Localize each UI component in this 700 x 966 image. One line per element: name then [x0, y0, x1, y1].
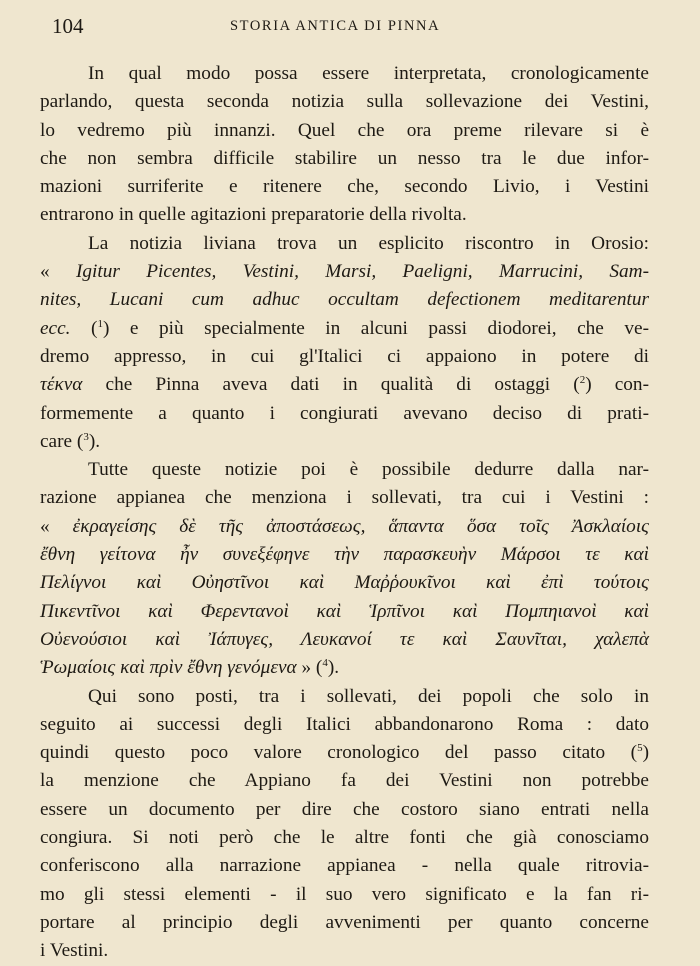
text-line	[40, 201, 649, 229]
footnote-ref: 4	[322, 657, 328, 670]
text-line	[40, 598, 649, 626]
text-line	[40, 683, 649, 711]
text-line	[40, 796, 649, 824]
text-span: mo gli stessi elementi - il suo vero significato e la fan ri-	[40, 883, 649, 905]
text-span: (	[70, 317, 98, 339]
text-span: i Vestini.	[40, 940, 109, 962]
text-line	[40, 513, 649, 541]
text-span: nites, Lucani cum adhuc occultam defectionem meditarentur	[40, 289, 649, 311]
greek-text: Πελίγνοι καὶ Οὐηστῖνοι καὶ Μαῤῥουκῖνοι καὶ ἐπὶ τούτοις	[40, 572, 649, 594]
text-span: congiura. Si noti però che le altre fonti che già conosciamo	[40, 827, 649, 849]
text-line	[40, 428, 649, 456]
text-line	[40, 824, 649, 852]
text-line	[40, 654, 649, 682]
page-header	[52, 14, 652, 42]
text-span: » (	[296, 657, 323, 679]
text-line	[40, 626, 649, 654]
text-line	[40, 88, 649, 116]
text-span: ecc.	[40, 317, 71, 339]
running-title: STORIA ANTICA DI PINNA	[230, 18, 441, 34]
footnote-ref: 2	[579, 374, 586, 387]
text-span: ).	[327, 657, 340, 679]
text-span: che non sembra difficile stabilire un nesso tra le due infor-	[40, 147, 649, 169]
text-span: «	[40, 515, 73, 537]
text-span: Qui sono posti, tra i sollevati, dei popoli che solo in	[88, 685, 649, 707]
greek-text: Οὐενούσιοι καὶ Ἰάπυγες, Λευκανοί τε καὶ Σαυνῖται, χαλεπὰ	[40, 628, 649, 650]
text-span: «	[40, 261, 76, 283]
text-span: In qual modo possa essere interpretata, cronologicamente	[88, 63, 649, 84]
text-span: ) con-	[585, 374, 649, 396]
page-number: 104	[52, 14, 84, 38]
greek-text: Πικεντῖνοι καὶ Φερεντανοὶ καὶ Ἱρπῖνοι καὶ Πομπηιανοὶ καὶ	[40, 600, 649, 622]
text-span: razione appianea che menziona i sollevati, tra cui i Vestini :	[40, 487, 649, 509]
text-span: che Pinna aveva dati in qualità di ostaggi (	[82, 374, 580, 396]
text-span: mazioni surriferite e ritenere che, secondo Livio, i Vestini	[40, 176, 649, 198]
text-line	[40, 60, 649, 88]
text-line	[40, 767, 649, 795]
text-span: portare al principio degli avvenimenti per quanto concerne	[40, 911, 649, 933]
text-line	[40, 739, 649, 767]
footnote-ref: 1	[97, 317, 103, 330]
text-line	[40, 711, 649, 739]
text-span: ) e più specialmente in alcuni passi diodorei, che ve-	[102, 317, 650, 339]
text-span: Igitur Picentes, Vestini, Marsi, Paeligni, Marrucini, Sam-	[75, 261, 649, 283]
text-span: La notizia liviana trova un esplicito riscontro in Orosio:	[88, 232, 649, 254]
greek-text: ἐκραγείσης δὲ τῆς ἀποστάσεως, ἅπαντα ὅσα τοῖς Ἀσκλαίοις	[72, 515, 649, 537]
text-line	[40, 400, 649, 428]
text-line	[40, 230, 649, 258]
text-line	[40, 909, 649, 937]
text-line	[40, 173, 649, 201]
body-text	[40, 60, 649, 966]
greek-text: τέκνα	[40, 374, 83, 396]
text-span: dremo appresso, in cui gl'Italici ci appaiono in potere di	[40, 345, 649, 367]
text-line	[40, 569, 649, 597]
text-span: quindi questo poco valore cronologico del passo citato (	[40, 742, 638, 764]
text-span: ).	[88, 430, 101, 452]
text-line	[40, 541, 649, 569]
text-span: seguito ai successi degli Italici abbandonarono Roma : dato	[40, 713, 649, 735]
text-span: parlando, questa seconda notizia sulla sollevazione dei Vestini,	[40, 91, 649, 113]
text-span: lo vedremo più innanzi. Quel che ora preme rilevare si è	[40, 119, 649, 141]
greek-text: Ῥωμαίοις καὶ πρὶν ἔθνη γενόμενα	[40, 657, 297, 679]
text-line	[40, 881, 649, 909]
footnote-ref: 5	[637, 742, 643, 755]
text-span: la menzione che Appiano fa dei Vestini non potrebbe	[40, 770, 649, 792]
text-span: essere un documento per dire che costoro siano entrati nella	[40, 798, 649, 820]
text-line	[40, 145, 649, 173]
text-span: conferiscono alla narrazione appianea - nella quale ritrovia-	[40, 855, 649, 877]
footnote-ref: 3	[83, 430, 89, 443]
text-line	[40, 258, 649, 286]
text-span: formemente a quanto i congiurati avevano deciso di prati-	[40, 402, 649, 424]
text-line	[40, 286, 649, 314]
text-line	[40, 117, 649, 145]
text-line	[40, 343, 649, 371]
text-line	[40, 456, 649, 484]
greek-text: ἔθνη γείτονα ἦν συνεξέφηνε τὴν παρασκευὴν Μάρσοι τε καὶ	[40, 544, 649, 566]
text-line	[40, 484, 649, 512]
text-span: Tutte queste notizie poi è possibile dedurre dalla nar-	[88, 459, 649, 481]
text-line	[40, 852, 649, 880]
text-line	[40, 937, 649, 965]
text-line	[40, 371, 649, 399]
text-span: care (	[40, 430, 84, 452]
text-line	[40, 315, 649, 343]
text-span: entrarono in quelle agitazioni preparatorie della rivolta.	[40, 204, 467, 226]
text-span: )	[642, 742, 649, 764]
